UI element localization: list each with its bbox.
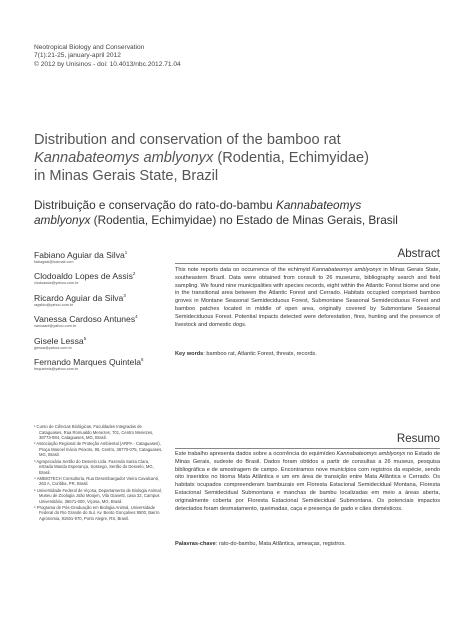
author-entry — [34, 355, 164, 372]
abstract-body — [175, 267, 440, 329]
author-affil-mark: 5 — [83, 335, 87, 341]
author-entry — [34, 334, 164, 351]
author-email[interactable]: glessa@yahoo.com.br — [34, 345, 72, 350]
affiliations — [34, 424, 164, 522]
journal-header — [34, 44, 181, 69]
keywords-text: : bamboo rat, Atlantic Forest, threats, records. — [203, 351, 317, 357]
title-english-line3: in Minas Gerais State, Brazil — [34, 168, 219, 184]
author-email[interactable]: clodoassis@yahoo.com.br — [34, 281, 79, 286]
affiliation: ² Associação Regional de Proteção Ambiental (ARPA - Cataguases), Praça Manoel Inácio Peixoto, 95, Centro, 36770-075, Cataguases, MG, Brasil. — [34, 441, 163, 458]
palavras-chave-label: Palavras-chave — [175, 541, 216, 547]
author-affil-mark: 6 — [141, 357, 144, 363]
abstract-heading: Abstract — [397, 247, 440, 260]
abstract-text-b: in Minas Gerais State, southeastern Brazil. Data were obtained from consult to 26 museums, bibliography search and field sampling. We found nine municipalities with species records, eight within the Atlantic Forest biome and one in the transitional area between the Atlantic Forest and Cerrado. Habitats occupied comprised bamboo groves in Montane Seasonal Semideciduous Forest, Submontane Seasonal Semideciduous Forest and bamboo patches located in middle of open area, originally covered by Submontane Seasonal Semideciduous Forest. Potential impacts detected were deforestation, fires, hunting and the presence of livestock and domestic dogs. — [175, 267, 440, 328]
author-entry — [34, 269, 164, 286]
resumo-text-a: Este trabalho apresenta dados sobre a ocorrência do equimídeo — [175, 451, 337, 457]
resumo-text-b: no Estado de Minas Gerais, sudeste do Brasil. Dados foram obtidos a partir de consultas a 26 museus, pesquisa bibliográfica e de amostragem de campo. Encontramos nove municípios com registros da espécie, sendo oito inseridos no bioma Mata Atlântica e um em área de transição entre Mata Atlântica e Cerrado. Os habitats ocupados compreenderam bambuzais em Floresta Estacional Semidecidual Montana, Floresta Estacional Semidecidual Submontana e manchas de bambu localizadas em meio a áreas aberta, originalmente coberta por Floresta Estacional Semidecidual Submontana. Os potenciais impactos detectados foram desmatamento, queimadas, caça e presença de gado e cães domésticos. — [175, 451, 441, 512]
author-name: Clodoaldo Lopes de Assis — [34, 271, 133, 282]
author-affil-mark: 1 — [124, 250, 128, 255]
title-portuguese-line2 — [34, 213, 444, 228]
title-english-line2 — [34, 149, 444, 167]
author-email[interactable]: fmquintela@yahoo.com.br — [34, 367, 79, 372]
title-english-line1: Distribution and conservation of the bamboo rat — [34, 132, 341, 148]
resumo-rule — [175, 448, 440, 449]
author-affil-mark: 3 — [123, 292, 126, 298]
author-name: Ricardo Aguiar da Silva — [34, 292, 124, 303]
author-entry — [34, 312, 164, 329]
author-list — [34, 248, 164, 377]
resumo-heading: Resumo — [396, 432, 440, 445]
author-email[interactable]: ragsbio@yahoo.com.br — [34, 302, 74, 307]
resumo-species: Kannabateomys amblyonyx — [336, 451, 406, 457]
affiliation: ⁴ AMBIOTECH Consultoria, Rua Desembargador Vieira Cavalcanti, 263 A, Curitiba, PR, Brasil. — [34, 475, 159, 487]
author-name: Fernando Marques Quintela — [34, 357, 142, 368]
author-name: Fabiano Aguiar da Silva — [34, 249, 125, 260]
abstract-text-a: This note reports data on occurrence of the echimyid — [175, 267, 312, 273]
affiliation: ⁶ Programa de Pós-Graduação em Biologia Animal, Universidade Federal do Rio Grande do Sul. Av. Bento Gonçalves 9500, Bairro Agronomia, 91501-970, Porto Alegre, RS, Brasil. — [34, 504, 160, 521]
title-pt-genus: Kannabateomys — [275, 198, 362, 212]
author-affil-mark: 2 — [132, 271, 136, 277]
affiliation: ³ Agropecuária Sertão do Desvelo Ltda. Fazenda Santa Clara, estrada Manda Esperança, Sossego, Sertão do Desvelo, MG, Brasil. — [34, 458, 154, 475]
resumo-keywords — [175, 541, 440, 549]
author-entry — [34, 248, 164, 265]
journal-issue: 7(1):21-25, january-april 2012 — [34, 52, 121, 60]
author-email[interactable]: fadiagsai@hotmail.com — [34, 259, 74, 264]
abstract-species: Kannabateomys amblyonyx — [312, 267, 382, 273]
author-name: Gisele Lessa — [34, 335, 84, 346]
title-pt-text1: Distribuição e conservação do rato-do-bambu — [34, 198, 276, 212]
title-portuguese — [34, 198, 444, 228]
journal-copyright: © 2012 by Unisinos - doi: 10.4013/nbc.2012.71.04 — [34, 60, 181, 68]
palavras-chave-text: : rato-do-bambu, Mata Atlântica, ameaças, registros. — [215, 541, 346, 547]
title-portuguese-line1 — [34, 198, 444, 213]
title-pt-epithet: amblyonyx — [34, 213, 91, 227]
title-species: Kannabateomys amblyonyx — [34, 150, 214, 166]
abstract-keywords — [175, 351, 440, 359]
affiliation: ⁵ Universidade Federal de Viçosa, Departamento de Biologia Animal, Museu de Zoologia João Moojen, Vila Gianetti, casa 32, Campus Universitário, 36571-000, Viçosa, MG, Brasil. — [34, 487, 162, 504]
author-affil-mark: 4 — [135, 314, 138, 320]
title-english — [34, 131, 444, 185]
affiliation: ¹ Curso de Ciências Biológicas, Faculdades Integradas de Cataguases, Rua Romualdo Menezes, 701, Centro Menezes, 36773-084, Cataguases, MG, Brasil. — [34, 424, 154, 440]
resumo-body — [175, 451, 440, 513]
title-pt-text2: (Rodentia, Echimyidae) no Estado de Minas Gerais, Brasil — [90, 213, 398, 227]
abstract-rule — [175, 263, 440, 264]
title-taxon: (Rodentia, Echimyidae) — [213, 150, 370, 166]
author-email[interactable]: vancaant@yahoo.com.br — [34, 324, 77, 329]
journal-name: Neotropical Biology and Conservation — [34, 44, 145, 51]
keywords-label: Key words — [175, 351, 204, 357]
author-name: Vanessa Cardoso Antunes — [34, 314, 136, 325]
author-entry — [34, 291, 164, 308]
